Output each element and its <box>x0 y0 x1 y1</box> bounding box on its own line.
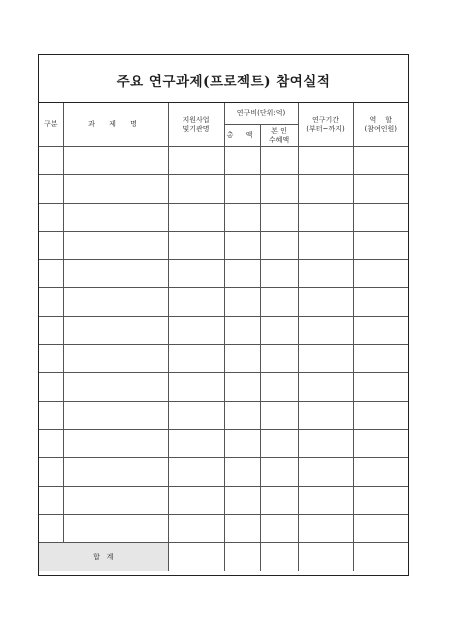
support-program-cell[interactable] <box>168 345 224 373</box>
header-budget-group: 연구비(단위:억) <box>224 103 298 125</box>
role-cell[interactable] <box>353 458 408 486</box>
period-cell[interactable] <box>298 401 353 429</box>
category-cell[interactable] <box>39 373 63 401</box>
period-cell[interactable] <box>298 345 353 373</box>
period-cell[interactable] <box>298 429 353 457</box>
period-cell[interactable] <box>298 203 353 231</box>
header-period: 연구기간 (부터~까지) <box>298 103 353 147</box>
project-name-cell[interactable] <box>63 288 168 316</box>
category-cell[interactable] <box>39 345 63 373</box>
project-name-cell[interactable] <box>63 175 168 203</box>
table-row <box>39 345 408 373</box>
project-name-cell[interactable] <box>63 203 168 231</box>
own-received-cell[interactable] <box>260 316 298 344</box>
total-cell[interactable] <box>224 401 260 429</box>
table-row <box>39 260 408 288</box>
project-name-cell[interactable] <box>63 316 168 344</box>
category-cell[interactable] <box>39 486 63 514</box>
table-row <box>39 401 408 429</box>
header-own-received: 본 인 수혜액 <box>260 125 298 147</box>
own-received-cell[interactable] <box>260 345 298 373</box>
total-own-received-cell[interactable] <box>260 543 298 572</box>
role-cell[interactable] <box>353 373 408 401</box>
own-received-cell[interactable] <box>260 147 298 175</box>
table-row <box>39 373 408 401</box>
total-cell[interactable] <box>224 147 260 175</box>
table-row <box>39 175 408 203</box>
table-row <box>39 514 408 542</box>
period-cell[interactable] <box>298 458 353 486</box>
period-cell[interactable] <box>298 288 353 316</box>
project-name-cell[interactable] <box>63 429 168 457</box>
category-cell[interactable] <box>39 429 63 457</box>
total-cell[interactable] <box>224 514 260 542</box>
support-program-cell[interactable] <box>168 514 224 542</box>
activity-sheet <box>38 54 409 576</box>
total-cell[interactable] <box>224 288 260 316</box>
category-cell[interactable] <box>39 260 63 288</box>
role-cell[interactable] <box>353 401 408 429</box>
project-name-cell[interactable] <box>63 401 168 429</box>
role-cell[interactable] <box>353 147 408 175</box>
role-cell[interactable] <box>353 486 408 514</box>
own-received-cell[interactable] <box>260 260 298 288</box>
total-cell[interactable] <box>224 486 260 514</box>
project-name-cell[interactable] <box>63 486 168 514</box>
total-support-program-cell[interactable] <box>168 543 224 572</box>
support-program-cell[interactable] <box>168 175 224 203</box>
role-cell[interactable] <box>353 288 408 316</box>
support-program-cell[interactable] <box>168 401 224 429</box>
own-received-cell[interactable] <box>260 231 298 259</box>
period-cell[interactable] <box>298 486 353 514</box>
total-cell[interactable] <box>224 429 260 457</box>
project-name-cell[interactable] <box>63 147 168 175</box>
role-cell[interactable] <box>353 231 408 259</box>
project-name-cell[interactable] <box>63 458 168 486</box>
period-cell[interactable] <box>298 373 353 401</box>
period-cell[interactable] <box>298 514 353 542</box>
own-received-cell[interactable] <box>260 458 298 486</box>
table-body <box>39 103 408 571</box>
period-cell[interactable] <box>298 147 353 175</box>
category-cell[interactable] <box>39 231 63 259</box>
total-cell[interactable] <box>224 231 260 259</box>
role-cell[interactable] <box>353 260 408 288</box>
role-cell[interactable] <box>353 345 408 373</box>
support-program-cell[interactable] <box>168 316 224 344</box>
project-table <box>39 103 408 571</box>
total-label: 합 계 <box>39 543 168 572</box>
period-cell[interactable] <box>298 260 353 288</box>
own-received-cell[interactable] <box>260 373 298 401</box>
header-project-name: 과 제 명 <box>63 103 168 147</box>
own-received-cell[interactable] <box>260 401 298 429</box>
category-cell[interactable] <box>39 401 63 429</box>
role-cell[interactable] <box>353 514 408 542</box>
project-name-cell[interactable] <box>63 231 168 259</box>
total-cell[interactable] <box>224 316 260 344</box>
own-received-cell[interactable] <box>260 429 298 457</box>
project-name-cell[interactable] <box>63 260 168 288</box>
project-name-cell[interactable] <box>63 345 168 373</box>
header-total: 총 액 <box>224 125 260 147</box>
total-amount-cell[interactable] <box>224 543 260 572</box>
support-program-cell[interactable] <box>168 231 224 259</box>
title-box <box>39 55 408 103</box>
category-cell[interactable] <box>39 147 63 175</box>
role-cell[interactable] <box>353 316 408 344</box>
table-row <box>39 429 408 457</box>
category-cell[interactable] <box>39 288 63 316</box>
header-role: 역 할 (참여인원) <box>353 103 408 147</box>
total-cell[interactable] <box>224 345 260 373</box>
own-received-cell[interactable] <box>260 486 298 514</box>
document-title: 주요 연구과제(프로젝트) 참여실적 <box>116 73 331 90</box>
header-support-program: 지원사업 및기관명 <box>168 103 224 147</box>
table-row <box>39 458 408 486</box>
table-row <box>39 231 408 259</box>
header-category: 구분 <box>39 103 63 147</box>
support-program-cell[interactable] <box>168 458 224 486</box>
role-cell[interactable] <box>353 203 408 231</box>
own-received-cell[interactable] <box>260 203 298 231</box>
total-cell[interactable] <box>224 458 260 486</box>
support-program-cell[interactable] <box>168 203 224 231</box>
category-cell[interactable] <box>39 203 63 231</box>
project-name-cell[interactable] <box>63 514 168 542</box>
total-cell[interactable] <box>224 260 260 288</box>
category-cell[interactable] <box>39 175 63 203</box>
support-program-cell[interactable] <box>168 147 224 175</box>
support-program-cell[interactable] <box>168 486 224 514</box>
total-cell[interactable] <box>224 175 260 203</box>
period-cell[interactable] <box>298 231 353 259</box>
role-cell[interactable] <box>353 429 408 457</box>
total-period-cell[interactable] <box>298 543 353 572</box>
total-row <box>39 543 408 572</box>
table-row <box>39 316 408 344</box>
support-program-cell[interactable] <box>168 373 224 401</box>
table-row <box>39 288 408 316</box>
support-program-cell[interactable] <box>168 260 224 288</box>
own-received-cell[interactable] <box>260 288 298 316</box>
own-received-cell[interactable] <box>260 514 298 542</box>
table-row <box>39 486 408 514</box>
category-cell[interactable] <box>39 458 63 486</box>
table-row <box>39 203 408 231</box>
category-cell[interactable] <box>39 316 63 344</box>
support-program-cell[interactable] <box>168 429 224 457</box>
project-name-cell[interactable] <box>63 373 168 401</box>
category-cell[interactable] <box>39 514 63 542</box>
total-cell[interactable] <box>224 203 260 231</box>
role-cell[interactable] <box>353 175 408 203</box>
period-cell[interactable] <box>298 175 353 203</box>
total-role-cell[interactable] <box>353 543 408 572</box>
support-program-cell[interactable] <box>168 288 224 316</box>
table-row <box>39 147 408 175</box>
own-received-cell[interactable] <box>260 175 298 203</box>
total-cell[interactable] <box>224 373 260 401</box>
period-cell[interactable] <box>298 316 353 344</box>
